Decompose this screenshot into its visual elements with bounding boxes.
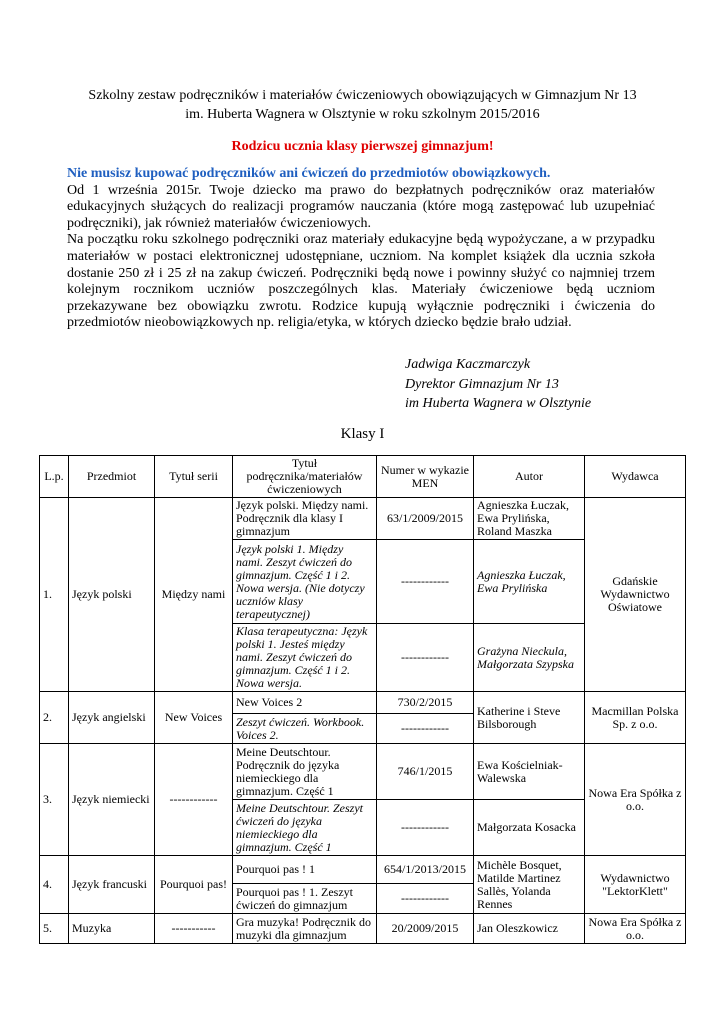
header-lp: L.p. (40, 456, 69, 498)
intro-paragraph-1: Od 1 września 2015r. Twoje dziecko ma prawo do bezpłatnych podręczników oraz materiałów edukacyjnych służących do realizacji programów nauczania (które mogą zastępować lub uzupełniać podręczniki), jak również materiałów ćwiczeniowych. (67, 182, 655, 231)
cell-lp: 1. (40, 498, 69, 692)
intro-paragraph-2: Na początku roku szkolnego podręczniki oraz materiały edukacyjne będą wypożyczane, a w przypadku materiałów w postaci elektronicznej udostępniane, uczniom. Na komplet książek dla ucznia szkoła dostanie 250 zł i 25 zł na zakup ćwiczeń. Podręczniki będą nowe i powinny służyć co najmniej trzem kolejnym rocznikom uczniów poszczególnych klas. Materiały ćwiczeniowe będą uczniom przekazywane bez obowiązku zwrotu. Rodzice kupują wyłącznie podręczniki i ćwiczenia do przedmiotów nieobowiązkowych np. religia/etyka, w których dziecko będzie brało udział. (67, 232, 655, 331)
cell-author: Agnieszka Łuczak, Ewa Prylińska (474, 540, 585, 624)
cell-publisher: Wydawnictwo "LektorKlett" (585, 856, 686, 914)
cell-title: Zeszyt ćwiczeń. Workbook. Voices 2. (233, 714, 377, 744)
cell-subject: Język polski (69, 498, 155, 692)
class-title: Klasy I (340, 426, 385, 442)
cell-number: ------------ (377, 624, 474, 692)
cell-lp: 3. (40, 744, 69, 856)
cell-author: Grażyna Nieckula, Małgorzata Szypska (474, 624, 585, 692)
header-subject: Przedmiot (69, 456, 155, 498)
signature (405, 355, 591, 414)
cell-title: Pourquoi pas ! 1. Zeszyt ćwiczeń do gimnazjum (233, 884, 377, 914)
cell-number: ------------ (377, 884, 474, 914)
table-row (40, 692, 686, 714)
cell-number: ------------ (377, 540, 474, 624)
cell-series: ----------- (155, 914, 233, 944)
cell-subject: Muzyka (69, 914, 155, 944)
cell-author: Ewa Kościelniak-Walewska (474, 744, 585, 800)
header-author: Autor (474, 456, 585, 498)
cell-title: Język polski 1. Między nami. Zeszyt ćwiczeń do gimnazjum. Część 1 i 2. Nowa wersja. (Nie dotyczy uczniów klasy terapeutycznej) (233, 540, 377, 624)
header-title: Tytuł podręcznika/materiałów ćwiczeniowych (233, 456, 377, 498)
cell-title: Klasa terapeutyczna: Język polski 1. Jesteś między nami. Zeszyt ćwiczeń do gimnazjum. Część 1 i 2. Nowa wersja. (233, 624, 377, 692)
cell-author: Małgorzata Kosacka (474, 800, 585, 856)
table-row (40, 744, 686, 800)
header-series: Tytuł serii (155, 456, 233, 498)
cell-series: Pourquoi pas! (155, 856, 233, 914)
table-row (40, 856, 686, 884)
header-publisher: Wydawca (585, 456, 686, 498)
signature-school: im Huberta Wagnera w Olsztynie (405, 396, 592, 411)
cell-title: Pourquoi pas ! 1 (233, 856, 377, 884)
cell-publisher: Nowa Era Spółka z o.o. (585, 914, 686, 944)
cell-lp: 2. (40, 692, 69, 744)
cell-title: Język polski. Między nami. Podręcznik dla klasy I gimnazjum (233, 498, 377, 540)
cell-publisher: Macmillan Polska Sp. z o.o. (585, 692, 686, 744)
cell-subject: Język niemiecki (69, 744, 155, 856)
intro-highlight: Nie musisz kupować podręczników ani ćwiczeń do przedmiotów obowiązkowych. (67, 166, 551, 181)
cell-lp: 5. (40, 914, 69, 944)
document-header (40, 86, 685, 124)
cell-series: ------------ (155, 744, 233, 856)
signature-role: Dyrektor Gimnazjum Nr 13 (405, 376, 559, 392)
parent-notice: Rodzicu ucznia klasy pierwszej gimnazjum! (231, 139, 494, 154)
cell-number: 63/1/2009/2015 (377, 498, 474, 540)
header-number: Numer w wykazie MEN (377, 456, 474, 498)
header-line-2: im. Huberta Wagnera w Olsztynie w roku szkolnym 2015/2016 (185, 107, 540, 122)
cell-subject: Język angielski (69, 692, 155, 744)
cell-subject: Język francuski (69, 856, 155, 914)
cell-lp: 4. (40, 856, 69, 914)
cell-author: Agnieszka Łuczak, Ewa Prylińska, Roland Maszka (474, 498, 585, 540)
cell-title: Gra muzyka! Podręcznik do muzyki dla gimnazjum (233, 914, 377, 944)
cell-number: ------------ (377, 800, 474, 856)
cell-number: ------------ (377, 714, 474, 744)
cell-number: 730/2/2015 (377, 692, 474, 714)
cell-publisher: Gdańskie Wydawnictwo Oświatowe (585, 498, 686, 692)
cell-number: 654/1/2013/2015 (377, 856, 474, 884)
cell-title: Meine Deutschtour. Podręcznik do języka niemieckiego dla gimnazjum. Część 1 (233, 744, 377, 800)
intro-text (67, 166, 655, 332)
textbook-table (39, 455, 686, 944)
table-row (40, 914, 686, 944)
cell-series: Między nami (155, 498, 233, 692)
cell-title: Meine Deutschtour. Zeszyt ćwiczeń do języka niemieckiego dla gimnazjum. Część 1 (233, 800, 377, 856)
cell-author: Michèle Bosquet, Matilde Martinez Sallès, Yolanda Rennes (474, 856, 585, 914)
cell-number: 20/2009/2015 (377, 914, 474, 944)
cell-series: New Voices (155, 692, 233, 744)
cell-title: New Voices 2 (233, 692, 377, 714)
table-row (40, 498, 686, 540)
table-header-row (40, 456, 686, 498)
signature-name: Jadwiga Kaczmarczyk (405, 357, 531, 372)
cell-author: Jan Oleszkowicz (474, 914, 585, 944)
header-line-1: Szkolny zestaw podręczników i materiałów ćwiczeniowych obowiązujących w Gimnazjum Nr 13 (88, 88, 637, 103)
cell-number: 746/1/2015 (377, 744, 474, 800)
cell-author: Katherine i Steve Bilsborough (474, 692, 585, 744)
cell-publisher: Nowa Era Spółka z o.o. (585, 744, 686, 856)
